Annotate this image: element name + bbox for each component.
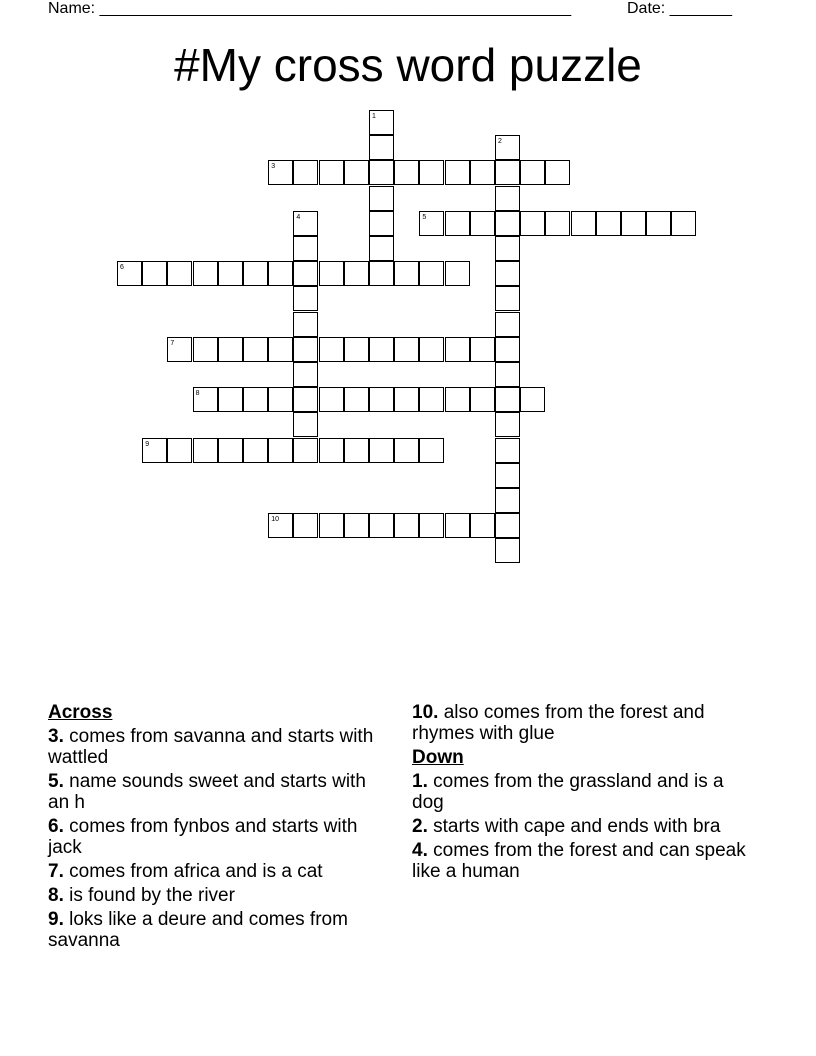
across-clue: 6. comes from fynbos and starts with jack bbox=[48, 816, 358, 858]
grid-cell[interactable] bbox=[369, 236, 394, 261]
grid-cell[interactable] bbox=[495, 337, 520, 362]
grid-cell[interactable] bbox=[495, 412, 520, 437]
grid-cell[interactable] bbox=[293, 211, 318, 236]
clue-number: 1 bbox=[372, 113, 376, 120]
grid-cell[interactable] bbox=[495, 186, 520, 211]
grid-cell[interactable] bbox=[193, 387, 218, 412]
grid-cell[interactable] bbox=[293, 362, 318, 387]
grid-cell[interactable] bbox=[293, 312, 318, 337]
grid-cell[interactable] bbox=[369, 387, 394, 412]
grid-cell[interactable] bbox=[419, 261, 444, 286]
grid-cell[interactable] bbox=[596, 211, 621, 236]
grid-cell[interactable] bbox=[268, 261, 293, 286]
grid-cell[interactable] bbox=[344, 387, 369, 412]
grid-cell[interactable] bbox=[495, 538, 520, 563]
grid-cell[interactable] bbox=[394, 261, 419, 286]
grid-cell[interactable] bbox=[419, 337, 444, 362]
grid-cell[interactable] bbox=[218, 337, 243, 362]
grid-cell[interactable] bbox=[319, 160, 344, 185]
grid-cell[interactable] bbox=[293, 337, 318, 362]
grid-cell[interactable] bbox=[319, 387, 344, 412]
grid-cell[interactable] bbox=[394, 337, 419, 362]
grid-cell[interactable] bbox=[419, 513, 444, 538]
grid-cell[interactable] bbox=[268, 438, 293, 463]
grid-cell[interactable] bbox=[470, 337, 495, 362]
grid-cell[interactable] bbox=[394, 160, 419, 185]
grid-cell[interactable] bbox=[117, 261, 142, 286]
down-clue: 4. comes from the forest and can speak like a human bbox=[412, 840, 746, 882]
grid-cell[interactable] bbox=[243, 387, 268, 412]
grid-cell[interactable] bbox=[293, 513, 318, 538]
grid-cell[interactable] bbox=[545, 211, 570, 236]
across-clue: 5. name sounds sweet and starts with an h bbox=[48, 771, 366, 813]
grid-cell[interactable] bbox=[369, 261, 394, 286]
grid-cell[interactable] bbox=[268, 337, 293, 362]
grid-cell[interactable] bbox=[520, 387, 545, 412]
grid-cell[interactable] bbox=[218, 261, 243, 286]
grid-cell[interactable] bbox=[344, 513, 369, 538]
grid-cell[interactable] bbox=[495, 513, 520, 538]
grid-cell[interactable] bbox=[193, 261, 218, 286]
grid-cell[interactable] bbox=[495, 286, 520, 311]
grid-cell[interactable] bbox=[445, 211, 470, 236]
across-heading: Across bbox=[48, 702, 113, 723]
grid-cell[interactable] bbox=[470, 211, 495, 236]
grid-cell[interactable] bbox=[369, 513, 394, 538]
clues-left-column bbox=[48, 702, 388, 954]
across-clue: 3. comes from savanna and starts with wattled bbox=[48, 726, 374, 768]
grid-cell[interactable] bbox=[520, 160, 545, 185]
grid-cell[interactable] bbox=[495, 211, 520, 236]
grid-cell[interactable] bbox=[369, 135, 394, 160]
grid-cell[interactable] bbox=[419, 387, 444, 412]
grid-cell[interactable] bbox=[445, 513, 470, 538]
grid-cell[interactable] bbox=[319, 261, 344, 286]
grid-cell[interactable] bbox=[193, 337, 218, 362]
grid-cell[interactable] bbox=[571, 211, 596, 236]
grid-cell[interactable] bbox=[293, 286, 318, 311]
grid-cell[interactable] bbox=[495, 261, 520, 286]
grid-cell[interactable] bbox=[621, 211, 646, 236]
grid-cell[interactable] bbox=[268, 160, 293, 185]
date-field: Date: _______ bbox=[627, 0, 732, 17]
grid-cell[interactable] bbox=[218, 387, 243, 412]
grid-cell[interactable] bbox=[394, 387, 419, 412]
grid-cell[interactable] bbox=[319, 337, 344, 362]
grid-cell[interactable] bbox=[369, 211, 394, 236]
clue-number: 3 bbox=[271, 163, 276, 171]
grid-cell[interactable] bbox=[293, 412, 318, 437]
grid-cell[interactable] bbox=[344, 261, 369, 286]
grid-cell[interactable] bbox=[545, 160, 570, 185]
grid-cell[interactable] bbox=[445, 387, 470, 412]
grid-cell[interactable] bbox=[445, 160, 470, 185]
clue-number: 6 bbox=[120, 264, 124, 272]
grid-cell[interactable] bbox=[369, 160, 394, 185]
grid-cell[interactable] bbox=[218, 438, 243, 463]
grid-cell[interactable] bbox=[369, 337, 394, 362]
grid-cell[interactable] bbox=[268, 387, 293, 412]
grid-cell[interactable] bbox=[495, 463, 520, 488]
grid-cell[interactable] bbox=[495, 387, 520, 412]
grid-cell[interactable] bbox=[293, 160, 318, 185]
grid-cell[interactable] bbox=[243, 337, 268, 362]
grid-cell[interactable] bbox=[167, 337, 192, 362]
clue-number: 5 bbox=[422, 213, 427, 221]
clue-number: 9 bbox=[145, 440, 150, 448]
grid-cell[interactable] bbox=[495, 488, 520, 513]
grid-cell[interactable] bbox=[419, 211, 444, 236]
grid-cell[interactable] bbox=[142, 438, 167, 463]
across-clue: 10. also comes from the forest and rhymes with glue bbox=[412, 702, 705, 744]
clue-number: 2 bbox=[498, 138, 502, 146]
clue-number: 10 bbox=[271, 516, 279, 524]
grid-cell[interactable] bbox=[167, 438, 192, 463]
clue-number: 8 bbox=[195, 390, 200, 398]
grid-cell[interactable] bbox=[319, 438, 344, 463]
grid-cell[interactable] bbox=[671, 211, 696, 236]
grid-cell[interactable] bbox=[243, 261, 268, 286]
grid-cell[interactable] bbox=[470, 160, 495, 185]
grid-cell[interactable] bbox=[495, 236, 520, 261]
down-clue: 1. comes from the grassland and is a dog bbox=[412, 771, 724, 813]
clue-number: 7 bbox=[170, 339, 175, 347]
grid-cell[interactable] bbox=[293, 236, 318, 261]
grid-cell[interactable] bbox=[344, 337, 369, 362]
grid-cell[interactable] bbox=[520, 211, 545, 236]
grid-cell[interactable] bbox=[293, 387, 318, 412]
across-clue: 7. comes from africa and is a cat bbox=[48, 861, 323, 882]
grid-cell[interactable] bbox=[394, 438, 419, 463]
grid-cell[interactable] bbox=[495, 160, 520, 185]
grid-cell[interactable] bbox=[167, 261, 192, 286]
grid-cell[interactable] bbox=[646, 211, 671, 236]
grid-cell[interactable] bbox=[344, 160, 369, 185]
page-title: #My cross word puzzle bbox=[174, 39, 642, 91]
grid-cell[interactable] bbox=[495, 135, 520, 160]
grid-cell[interactable] bbox=[293, 261, 318, 286]
grid-cell[interactable] bbox=[293, 438, 318, 463]
grid-cell[interactable] bbox=[319, 513, 344, 538]
grid-cell[interactable] bbox=[419, 438, 444, 463]
grid-cell[interactable] bbox=[495, 312, 520, 337]
down-clue: 2. starts with cape and ends with bra bbox=[412, 816, 721, 837]
grid-cell[interactable] bbox=[193, 438, 218, 463]
grid-cell[interactable] bbox=[369, 186, 394, 211]
grid-cell[interactable] bbox=[369, 110, 394, 135]
grid-cell[interactable] bbox=[495, 362, 520, 387]
grid-cell[interactable] bbox=[142, 261, 167, 286]
clues-right-column bbox=[412, 702, 752, 885]
down-heading: Down bbox=[412, 747, 464, 768]
grid-cell[interactable] bbox=[470, 513, 495, 538]
across-clue: 8. is found by the river bbox=[48, 885, 235, 906]
grid-cell[interactable] bbox=[445, 337, 470, 362]
grid-cell[interactable] bbox=[369, 438, 394, 463]
grid-cell[interactable] bbox=[243, 438, 268, 463]
clue-number: 4 bbox=[296, 213, 301, 221]
across-clue: 9. loks like a deure and comes from savanna bbox=[48, 909, 348, 951]
grid-cell[interactable] bbox=[344, 438, 369, 463]
name-field: Name: _____________________________________________________ bbox=[48, 0, 572, 17]
grid-cell[interactable] bbox=[495, 438, 520, 463]
grid-cell[interactable] bbox=[394, 513, 419, 538]
grid-cell[interactable] bbox=[268, 513, 293, 538]
grid-cell[interactable] bbox=[419, 160, 444, 185]
grid-cell[interactable] bbox=[470, 387, 495, 412]
grid-cell[interactable] bbox=[445, 261, 470, 286]
